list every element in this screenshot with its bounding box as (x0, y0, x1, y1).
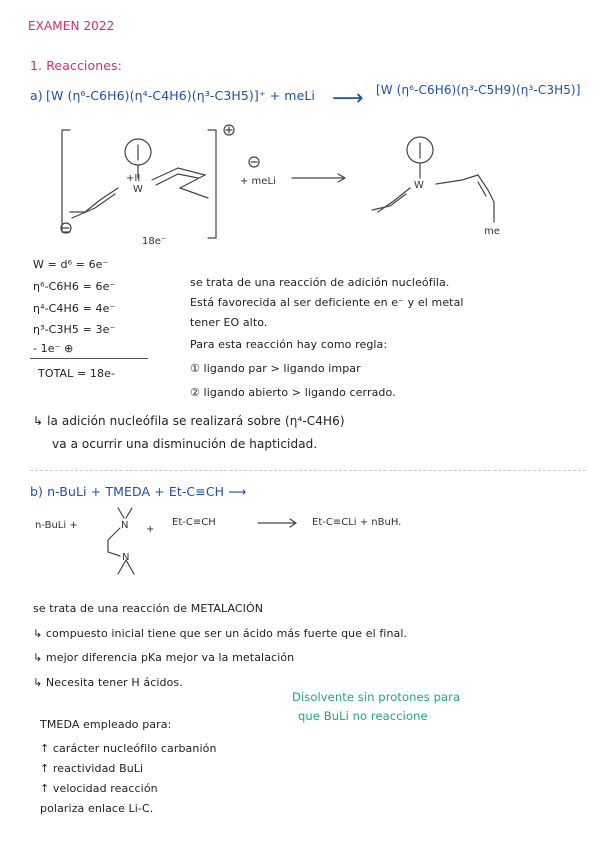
explanation-line: ↳ Necesita tener H ácidos. (33, 676, 183, 689)
alkyne-label: Et-C≡CH (172, 517, 216, 528)
product-methyl-label: me (484, 226, 500, 237)
plus-sign: + (146, 524, 155, 535)
count-line: η⁶-C6H6 = 6e⁻ (33, 280, 116, 293)
tmeda-n1: N (121, 520, 129, 531)
count-line: W = d⁶ = 6e⁻ (33, 258, 109, 271)
part-a-equation-right: [W (η⁶-C6H6)(η³-C5H9)(η³-C3H5)] (376, 83, 581, 97)
reactant-label: n-BuLi + (35, 520, 78, 531)
electron-count-label: 18e⁻ (142, 236, 167, 247)
reagent-label: + meLi (240, 176, 276, 187)
section-title: 1. Reacciones: (30, 58, 122, 73)
count-total: TOTAL = 18e- (38, 367, 116, 380)
count-line: η⁴-C4H6 = 4e⁻ (33, 302, 116, 315)
solvent-note: que BuLi no reaccione (298, 709, 428, 723)
scheme-b-arrow (258, 519, 296, 527)
tmeda-n2: N (122, 552, 130, 563)
tmeda-backbone (108, 528, 120, 556)
part-a-equation-left: [W (η⁶-C6H6)(η⁴-C4H6)(η³-C3H5)]⁺ + meLi (46, 88, 315, 103)
explanation-line: ① ligando par > ligando impar (190, 362, 361, 375)
tmeda-line: ↑ carácter nucleófilo carbanión (40, 742, 217, 755)
explanation-line: se trata de una reacción de adición nucleófila. (190, 276, 450, 289)
tmeda-methyls-top (118, 508, 132, 518)
oxidation-state: +II (126, 173, 141, 184)
explanation-line: ↳ compuesto inicial tiene que ser un ácido más fuerte que el final. (33, 627, 408, 640)
explanation-line: tener EO alto. (190, 316, 268, 329)
solvent-note: Disolvente sin protones para (292, 690, 461, 704)
explanation-line: Para esta reacción hay como regla: (190, 338, 388, 351)
explanation-line: ② ligando abierto > ligando cerrado. (190, 386, 396, 399)
part-b-heading: b) n-BuLi + TMEDA + Et-C≡CH ⟶ (30, 484, 247, 499)
explanation-line: se trata de una reacción de METALACIÓN (33, 602, 264, 615)
part-a-label: a) (30, 88, 43, 103)
metal-label: W (133, 184, 143, 195)
product-metal-label: W (414, 180, 424, 191)
page-header: EXAMEN 2022 (28, 19, 115, 33)
conclusion-line: ↳ la adición nucleófila se realizará sobre (η⁴-C4H6) (33, 414, 345, 428)
conclusion-line: va a ocurrir una disminución de hapticidad. (52, 437, 318, 451)
tmeda-line: TMEDA empleado para: (40, 718, 172, 731)
reaction-arrow: ⟶ (332, 86, 364, 111)
tmeda-line: polariza enlace Li-C. (40, 802, 154, 815)
products-label: Et-C≡CLi + nBuH. (312, 517, 402, 528)
explanation-line: ↳ mejor diferencia pKa mejor va la metalación (33, 651, 295, 664)
count-line: η³-C3H5 = 3e⁻ (33, 323, 116, 336)
count-line: - 1e⁻ ⊕ (33, 342, 74, 355)
tmeda-line: ↑ velocidad reacción (40, 782, 158, 795)
tmeda-line: ↑ reactividad BuLi (40, 762, 144, 775)
explanation-line: Está favorecida al ser deficiente en e⁻ y el metal (190, 296, 464, 309)
